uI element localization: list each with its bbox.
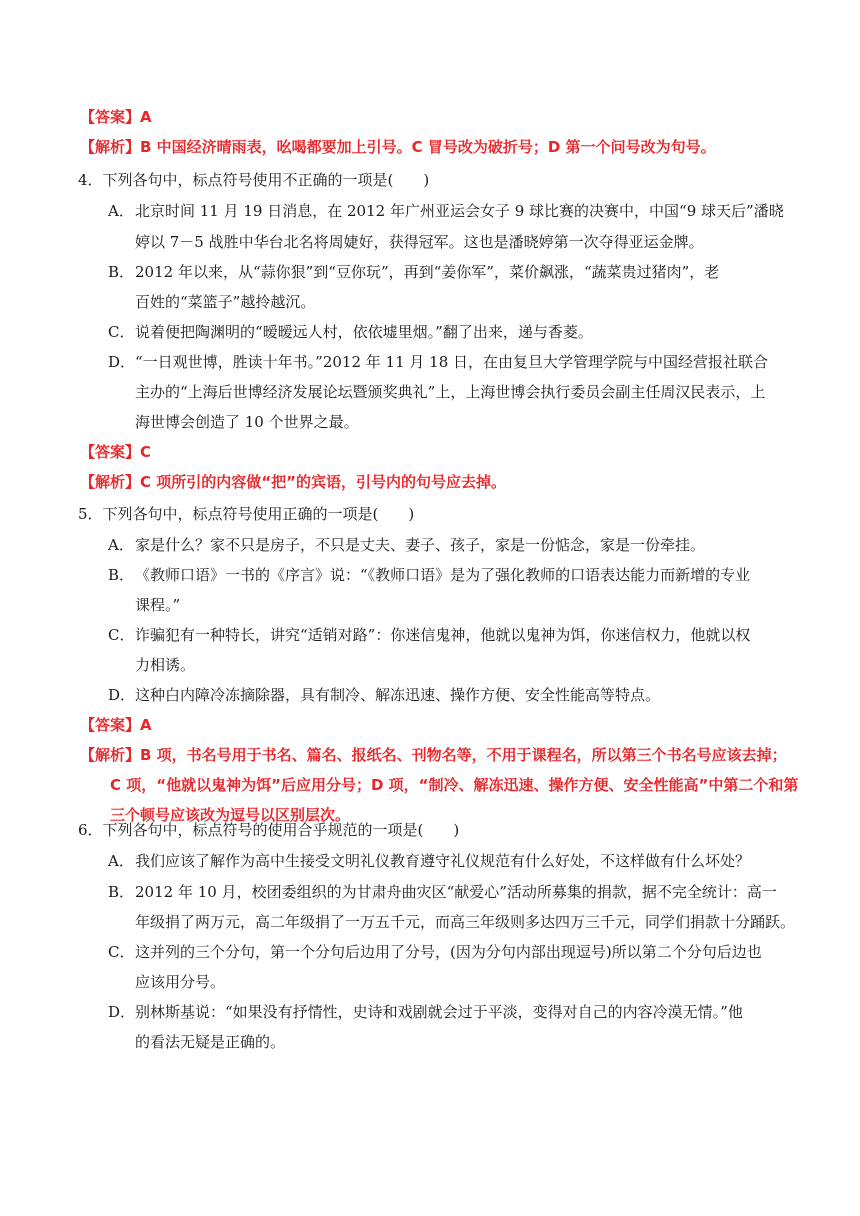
q4-option-d: D．“一日观世博，胜读十年书。”2012 年 11 月 18 日，在由复旦大学管理学院与中国经营报社联合	[108, 353, 769, 371]
q4-option-a-cont: 婷以 7－5 战胜中华台北名将周婕好，获得冠军。这也是潘晓婷第一次夺得亚运金牌。	[135, 233, 704, 251]
explanation-text: 【解析】C 项所引的内容做“把”的宾语，引号内的句号应去掉。	[80, 473, 506, 491]
q6-option-d: D．别林斯基说：“如果没有抒情性，史诗和戏剧就会过于平淡，变得对自己的内容冷漠无情。”他	[108, 1003, 743, 1021]
q4-option-b-cont: 百姓的“菜篮子”越拎越沉。	[135, 293, 316, 311]
q4-option-c: C．说着便把陶渊明的“暧暧远人村，依依墟里烟。”翻了出来，递与香菱。	[108, 323, 593, 341]
q5-option-b-cont: 课程。”	[135, 596, 181, 614]
q5-option-a: A．家是什么？家不只是房子，不只是丈夫、妻子、孩子，家是一份惦念，家是一份牵挂。	[108, 536, 706, 554]
answer-label: 【答案】A	[80, 716, 152, 734]
q6-option-b: B．2012 年 10 月，校团委组织的为甘肃舟曲灾区“献爱心”活动所募集的捐款，据不完全统计：高一	[108, 883, 777, 901]
q6-option-c: C．这并列的三个分句，第一个分句后边用了分号，(因为分句内部出现逗号)所以第二个分句后边也	[108, 943, 762, 961]
q5-option-c: C．诈骗犯有一种特长，讲究“适销对路”：你迷信鬼神，他就以鬼神为饵，你迷信权力，他就以权	[108, 626, 751, 644]
q4-option-d-cont2: 海世博会创造了 10 个世界之最。	[135, 413, 359, 431]
q6-option-a: A．我们应该了解作为高中生接受文明礼仪教育遵守礼仪规范有什么好处，不这样做有什么坏处？	[108, 852, 751, 870]
explanation-text-cont2: 三个顿号应该改为逗号以区别层次。	[110, 806, 351, 824]
q6-option-c-cont: 应该用分号。	[135, 973, 226, 991]
question-4-title: 4．下列各句中，标点符号使用不正确的一项是( )	[78, 171, 430, 189]
q5-option-b: B．《教师口语》一书的《序言》说：“《教师口语》是为了强化教师的口语表达能力而新增的专业	[108, 566, 751, 584]
explanation-text: 【解析】B 项，书名号用于书名、篇名、报纸名、刊物名等，不用于课程名，所以第三个书名号应该去掉；	[80, 746, 787, 764]
q5-option-d: D．这种白内障冷冻摘除器，具有制冷、解冻迅速、操作方便、安全性能高等特点。	[108, 686, 661, 704]
answer-label: 【答案】A	[80, 108, 152, 126]
q4-option-d-cont1: 主办的“上海后世博经济发展论坛暨颁奖典礼”上，上海世博会执行委员会副主任周汉民表示，上	[135, 383, 766, 401]
q4-option-a: A．北京时间 11 月 19 日消息，在 2012 年广州亚运会女子 9 球比赛的决赛中，中国“9 球天后”潘晓	[108, 202, 784, 220]
question-5-title: 5．下列各句中，标点符号使用正确的一项是( )	[78, 505, 415, 523]
explanation-text: 【解析】B 中国经济晴雨表，吆喝都要加上引号。C 冒号改为破折号；D 第一个问号改为句号。	[80, 138, 716, 156]
q6-option-d-cont: 的看法无疑是正确的。	[135, 1033, 286, 1051]
q4-option-b: B．2012 年以来，从“蒜你狠”到“豆你玩”，再到“姜你军”，菜价飙涨，“蔬菜贵过猪肉”，老	[108, 263, 720, 281]
explanation-text-cont1: C 项，“他就以鬼神为饵”后应用分号；D 项，“制冷、解冻迅速、操作方便、安全性能高”中第二个和第	[110, 776, 799, 794]
q6-option-b-cont: 年级捐了两万元，高二年级捐了一万五千元，而高三年级则多达四万三千元，同学们捐款十分踊跃。	[135, 913, 796, 931]
question-6-title: 6．下列各句中，标点符号的使用合乎规范的一项是( )	[78, 821, 460, 839]
answer-label: 【答案】C	[80, 443, 152, 461]
q5-option-c-cont: 力相诱。	[135, 656, 196, 674]
